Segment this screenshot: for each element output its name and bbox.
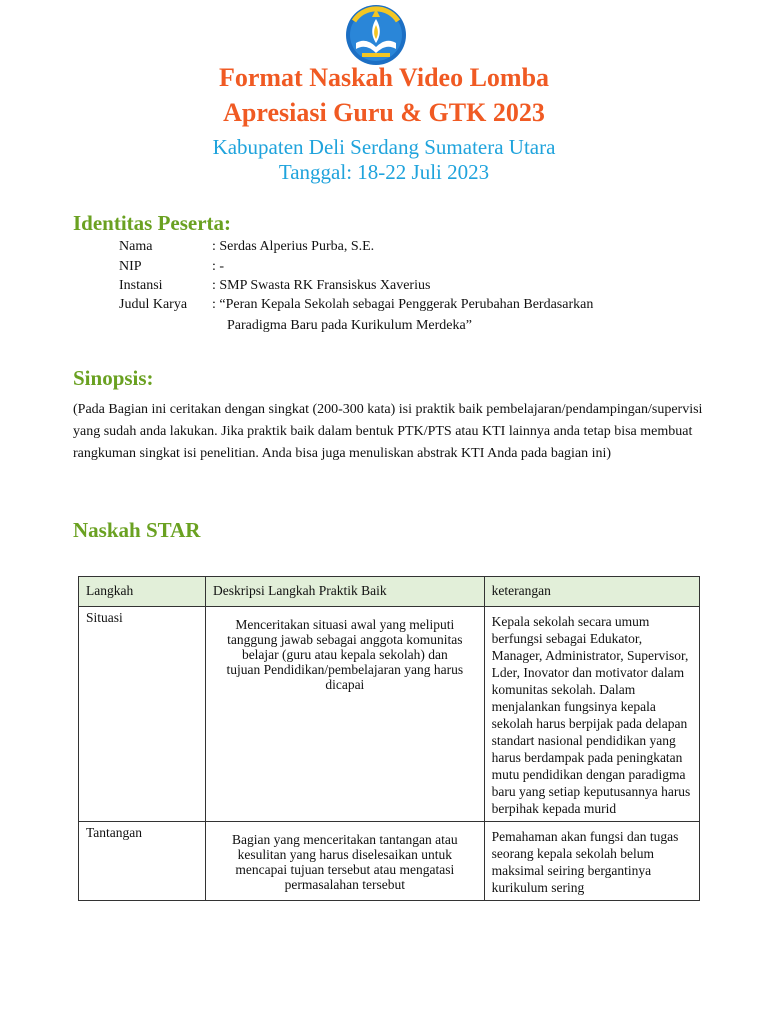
note-cell: Pemahaman akan fungsi dan tugas seorang kepala sekolah belum maksimal seiring bergantinya kurikulum sering	[484, 822, 699, 901]
identity-heading: Identitas Peserta:	[73, 211, 232, 235]
document-title-line-2: Apresiasi Guru & GTK 2023	[223, 98, 545, 127]
identity-value: : SMP Swasta RK Fransiskus Xaverius	[212, 278, 431, 293]
step-cell: Situasi	[79, 607, 206, 822]
description-cell: Menceritakan situasi awal yang meliputi tanggung jawab sebagai anggota komunitas belajar (guru atau kepala sekolah) dan tujuan Pendidikan/pembelajaran yang harus dicapai	[206, 607, 485, 822]
identity-label: Instansi	[119, 278, 163, 293]
identity-value: : “Peran Kepala Sekolah sebagai Penggerak Perubahan Berdasarkan	[212, 297, 594, 312]
identity-value: : -	[212, 259, 225, 274]
column-header-deskripsi: Deskripsi Langkah Praktik Baik	[206, 577, 485, 607]
document-subtitle-line-1: Kabupaten Deli Serdang Sumatera Utara	[212, 135, 556, 159]
document-title-line-1: Format Naskah Video Lomba	[218, 63, 550, 92]
star-heading: Naskah STAR	[73, 518, 201, 542]
note-cell: Kepala sekolah secara umum berfungsi sebagai Edukator, Manager, Administrator, Supervisor, Lder, Inovator dan motivator dalam komunitas sekolah. Dalam menjalankan fungsinya kepala sekolah harus berpijak pada delapan standart nasional pendidikan yang harus berdampak pada peningkatan mutu pendidikan dengan paradigma baru yang setiap keputusannya harus berpihak kepada murid	[484, 607, 699, 822]
identity-value: : Serdas Alperius Purba, S.E.	[212, 239, 375, 254]
description-cell: Bagian yang menceritakan tantangan atau kesulitan yang harus diselesaikan untuk mencapai tujuan tersebut atau mengatasi permasalahan tersebut	[206, 822, 485, 901]
synopsis-heading: Sinopsis:	[73, 366, 154, 390]
tut-wuri-handayani-logo	[342, 3, 410, 67]
table-row	[79, 607, 700, 822]
identity-label: NIP	[119, 259, 142, 274]
identity-label: Judul Karya	[119, 297, 188, 312]
table-row	[79, 822, 700, 901]
column-header-langkah: Langkah	[79, 577, 206, 607]
table-header-row	[79, 577, 700, 607]
column-header-keterangan: keterangan	[484, 577, 699, 607]
document-subtitle-line-2: Tanggal: 18-22 Juli 2023	[278, 160, 490, 184]
synopsis-text: (Pada Bagian ini ceritakan dengan singkat (200-300 kata) isi praktik baik pembelajaran/pendampingan/supervisi yang sudah anda lakukan. Jika praktik baik dalam bentuk PTK/PTS atau KTI lainnya anda tetap bisa membuat rangkuman singkat isi penelitian. Anda bisa juga menuliskan abstrak KTI Anda pada bagian ini)	[73, 402, 703, 461]
identity-title-continuation: Paradigma Baru pada Kurikulum Merdeka”	[227, 318, 472, 333]
identity-label: Nama	[119, 239, 153, 254]
star-table	[78, 576, 700, 901]
step-cell: Tantangan	[79, 822, 206, 901]
